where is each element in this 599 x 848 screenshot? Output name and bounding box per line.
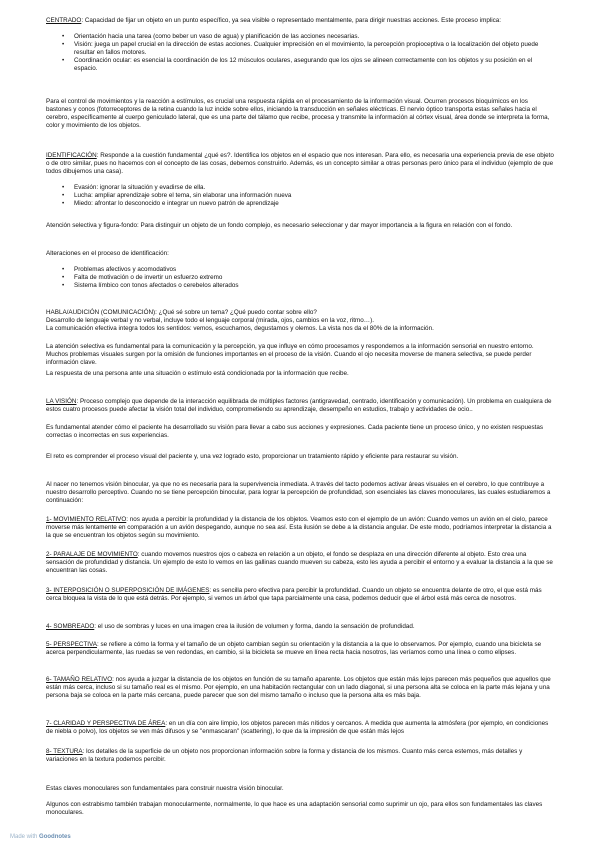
centrado-paragraph: Para el control de movimientos y la reacción a estímulos, es crucial una respuesta rápida en el procesamiento de la información visual. Ocurren procesos bioquímicos en los bastones y conos (fotorreceptores de la retina cuando la luz incide sobre ellos, iniciando la transducción en señales eléctricas. El nervio óptico transporta estas señales hacia el cerebro, específicamente al cuerpo geniculado lateral, que es una parte del tálamo que recibe, procesa y transmite la información al córtex visual, área donde se interpreta la forma, color y movimiento de los objetos. — [46, 98, 550, 129]
centrado-intro: CENTRADO: Capacidad de fijar un objeto en un punto específico, ya sea visible o representado mentalmente, para dirigir nuestras acciones. Este proceso implica: — [46, 17, 502, 24]
identificacion-section — [46, 152, 554, 208]
clave-item: 3- INTERPOSICIÓN O SUPERPOSICIÓN DE IMÁGENES: es sencilla pero efectiva para percibir la profundidad. Cuando un objeto se encuentra delante de otro, el que está más cerca bloquea la vista de lo que está detrás. Por ejemplo, si vemos un árbol que tapa parcialmente una casa, podemos deducir que el árbol está más cerca de nosotros. — [46, 587, 542, 602]
list-item: • Visión: juega un papel crucial en la dirección de estas acciones. Cualquier imprecisión en el movimiento, la percepción propioceptiva o la localización del objeto puede resultar en fallos motores. — [62, 41, 554, 57]
list-item: • Evasión: ignorar la situación y evadirse de ella. — [62, 184, 554, 192]
habla-paragraph: La atención selectiva es fundamental para la comunicación y la percepción, ya que influye en cómo procesamos y respondemos a la información sensorial en nuestro entorno. Muchos problemas visuales surgen por la omisión de funciones importantes en el proceso de la visión. Cuando el ojo necesita moverse de manera selectiva, se puede perder información clave. — [46, 343, 534, 366]
clave-item: 4- SOMBREADO: el uso de sombras y luces en una imagen crea la ilusión de volumen y forma, dando la sensación de profundidad. — [46, 623, 415, 630]
vision-paragraph: LA VISIÓN: Proceso complejo que depende de la interacción equilibrada de múltiples factores (antigravedad, centrado, identificación y comunicación). Un problema en cualquiera de estos cuatro procesos puede afectar la visión total del individuo, comprometiendo su aprendizaje, desempeño en estudios, trabajo y actividades de ocio.. — [46, 398, 552, 413]
list-item: • Orientación hacia una tarea (como beber un vaso de agua) y planificación de las acciones necesarias. — [62, 33, 554, 41]
attention-paragraph: Atención selectiva y figura-fondo: Para distinguir un objeto de un fondo complejo, es necesario seleccionar y dar mayor importancia a la figura en relación con el fondo. — [46, 222, 513, 229]
identificacion-list — [46, 184, 554, 208]
closing-paragraph: Estas claves monoculares son fundamentales para construir nuestra visión binocular. — [46, 785, 284, 792]
habla-line: La comunicación efectiva integra todos los sentidos: vemos, escuchamos, degustamos y olemos. La vista nos da el 80% de la información. — [46, 325, 434, 332]
list-item: • Lucha: ampliar aprendizaje sobre el tema, sin elaborar una información nueva — [62, 192, 554, 200]
habla-line: Desarrollo de lenguaje verbal y no verbal, incluye todo el lenguaje corporal (mirada, ojos, cambios en la voz, ritmo…). — [46, 317, 374, 324]
clave-item: 1- MOVIMIENTO RELATIVO: nos ayuda a percibir la profundidad y la distancia de los objetos. Veamos esto con el ejemplo de un avión: Cuando vemos un avión en el cielo, parece moverse más lentamente en comparación a un avión despegando, aunque no sea así. Esta ilusión se debe a la distancia angular. De este modo, podríamos interpretar la distancia a la que se encuentran los objetos según su movimiento. — [46, 516, 552, 539]
alteraciones-list — [46, 266, 554, 290]
list-item: • Problemas afectivos y acomodativos — [62, 266, 554, 274]
clave-item: 2- PARALAJE DE MOVIMIENTO: cuando movemos nuestros ojos o cabeza en relación a un objeto, el fondo se desplaza en una dirección diferente al objeto. Esto crea una sensación de profundidad y distancia. Un ejemplo de esto lo vemos en las gallinas cuando mueven su cabeza, esto les ayuda a percibir el entorno y a evaluar la distancia a la que se encuentran las cosas. — [46, 551, 553, 574]
habla-section — [46, 309, 554, 333]
list-item: • Miedo: afrontar lo desconocido e integrar un nuevo patrón de aprendizaje — [62, 200, 554, 208]
closing-paragraph-2: Algunos con estrabismo también trabajan monocularmente, normalmente, lo que hace es una adaptación sensorial como suprimir un ojo, para ellos son fundamentales las claves monoculares. — [46, 801, 543, 816]
claves-intro: Al nacer no tenemos visión binocular, ya que no es necesaria para la supervivencia inmediata. A través del tacto podemos activar áreas visuales en el cerebro, lo que contribuye a nuestro desarrollo perceptivo. Cuando no se tiene percepción binocular, para lograr la percepción de profundidad, son esenciales las claves monoculares, las cuales estudiaremos a continuación: — [46, 481, 551, 504]
alteraciones-title: Alteraciones en el proceso de identificación: — [46, 250, 169, 257]
list-item: • Sistema límbico con tonos afectados o cerebelos alterados — [62, 282, 554, 290]
list-item: • Falta de motivación o de invertir un esfuerzo extremo — [62, 274, 554, 282]
vision-paragraph-2: Es fundamental atender cómo el paciente ha desarrollado su visión para llevar a cabo sus acciones y expresiones. Cada paciente tiene un proceso único, y no existen respuestas correctas o incorrectas en sus experiencias. — [46, 424, 544, 439]
vision-paragraph-3: El reto es comprender el proceso visual del paciente y, una vez logrado esto, proporcionar un tratamiento rápido y eficiente para restaurar su visión. — [46, 453, 459, 460]
clave-item: 7- CLARIDAD Y PERSPECTIVA DE ÁREA: en un día con aire limpio, los objetos parecen más nítidos y cercanos. A medida que aumenta la atmósfera (por ejemplo, en condiciones de niebla o polvo), los objetos se ven más difusos y se "enmascaran" (scattering), lo que da la impresión de que están más lejos — [46, 720, 549, 735]
centrado-section — [46, 17, 554, 73]
watermark-brand: Goodnotes — [39, 834, 71, 840]
clave-item: 5- PERSPECTIVA: se refiere a cómo la forma y el tamaño de un objeto cambian según su orientación y la distancia a la que lo observamos. Por ejemplo, cuando una bicicleta se acerca perpendicularmente, las ruedas se ven redondas, en cambio, si la bicicleta se mueve en línea recta hacia nosotros, las veríamos como una línea o como elipses. — [46, 641, 542, 656]
identificacion-intro: IDENTIFICACIÓN: Responde a la cuestión fundamental ¿qué es?. Identifica los objetos en el espacio que nos interesan. Para ello, es necesaria una experiencia previa de ese objeto o de otro similar, pues no hacemos con el concepto de las cosas, debemos construirlo. Además, es un concepto similar a otras personas pero único para el individuo (ejemplo de que todos dibujemos una casa). — [46, 152, 554, 175]
habla-paragraph-2: La respuesta de una persona ante una situación o estímulo está condicionada por la información que recibe. — [46, 370, 349, 377]
goodnotes-watermark — [10, 833, 71, 841]
watermark-prefix: Made with — [10, 834, 38, 840]
list-item: • Coordinación ocular: es esencial la coordinación de los 12 músculos oculares, asegurando que los ojos se alineen correctamente con los objetos y su posición en el espacio. — [62, 57, 554, 73]
clave-item: 6- TAMAÑO RELATIVO: nos ayuda a juzgar la distancia de los objetos en función de su tamaño aparente. Los objetos que están más lejos parecen más pequeños que aquellos que están más cerca, incluso si su tamaño real es el mismo. Por ejemplo, en una habitación rectangular con un lado diagonal, si una persona alta se coloca en la parte más lejana y una persona baja se coloca en la parte más cercana, puede parecer que son del mismo tamaño o incluso que la persona alta es más baja. — [46, 676, 551, 699]
clave-item: 8- TEXTURA: los detalles de la superficie de un objeto nos proporcionan información sobre la forma y distancia de los mismos. Cuanto más cerca estemos, más detalles y variaciones en la textura podemos percibir. — [46, 748, 523, 763]
centrado-list — [46, 33, 554, 73]
habla-heading: HABLA/AUDICIÓN (COMUNICACIÓN): ¿Qué sé sobre un tema? ¿Qué puedo contar sobre ello? — [46, 309, 317, 316]
